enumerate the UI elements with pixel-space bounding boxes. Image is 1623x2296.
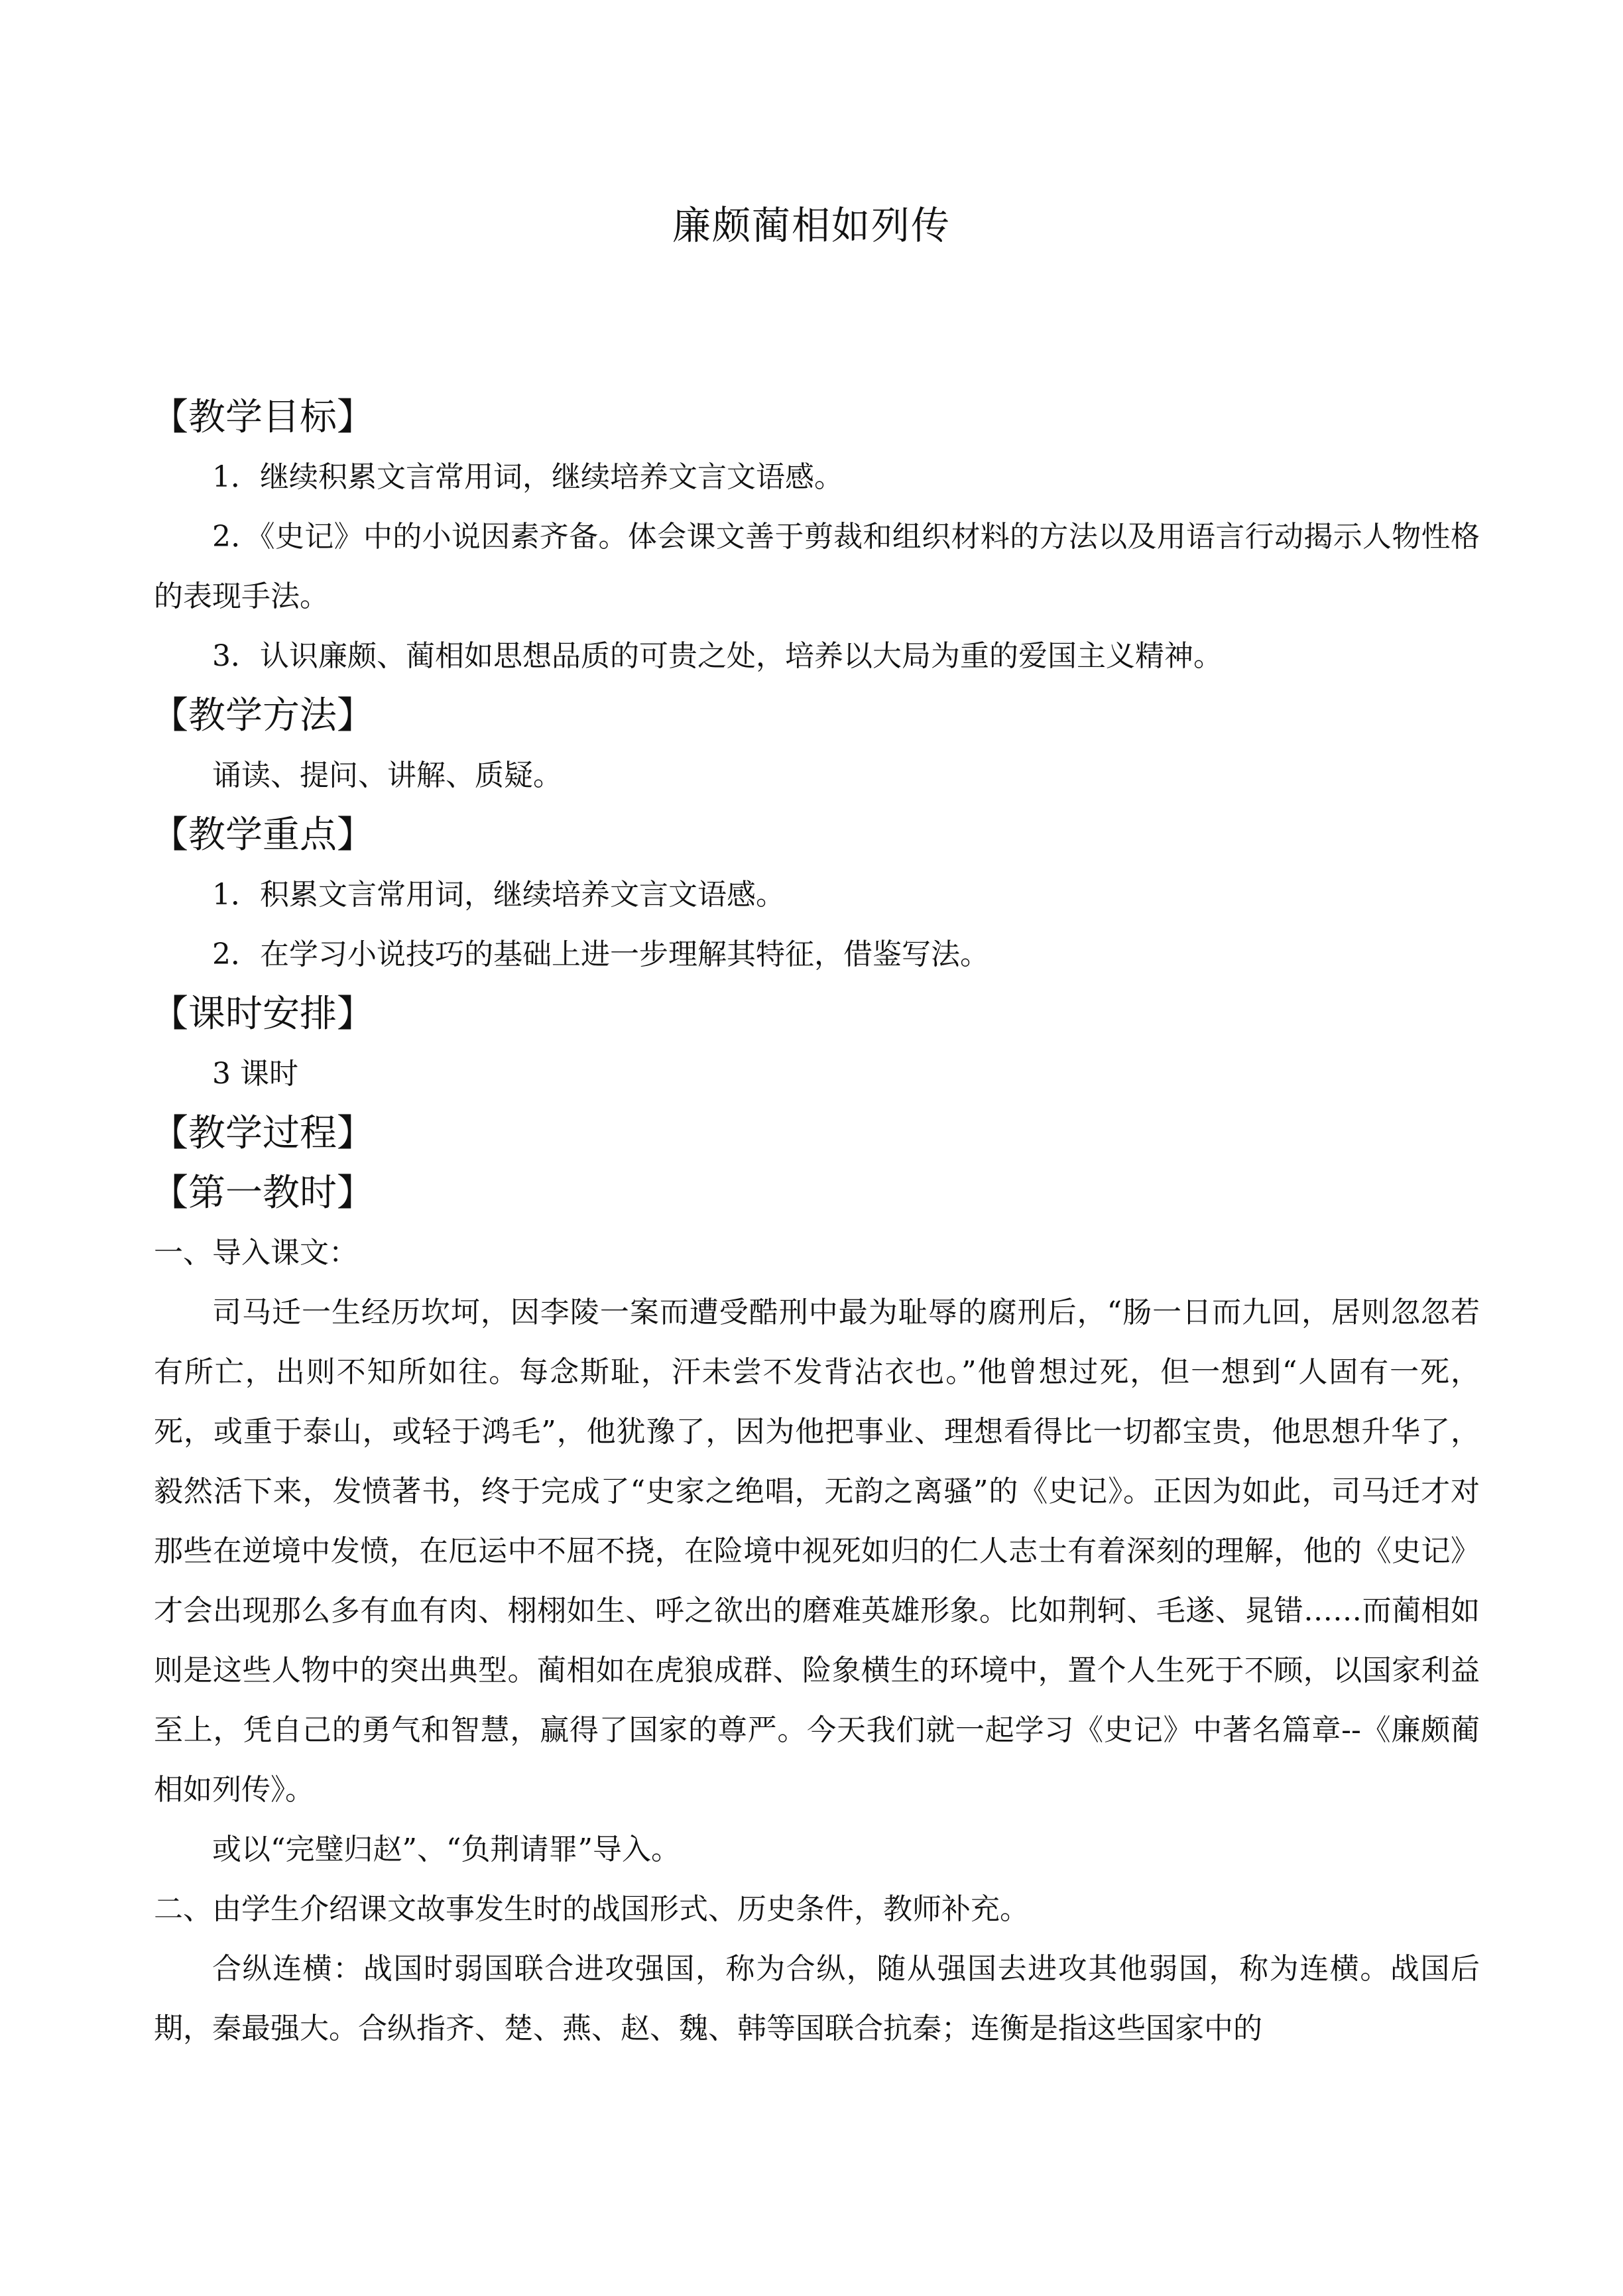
step-title: 一、导入课文： [154,1236,358,1270]
context-paragraph: 合纵连横：战国时弱国联合进攻强国，称为合纵，随从强国去进攻其他弱国，称为连横。战国后期，秦最强大。合纵指齐、楚、燕、赵、魏、韩等国联合抗秦；连衡是指这些国家中的 [154,1952,1480,2045]
schedule-text: 3 课时 [212,1057,298,1091]
focus-item: 1．积累文言常用词，继续培养文言文语感。 [212,878,785,912]
step-title: 二、由学生介绍课文故事发生时的战国形式、历史条件，教师补充。 [154,1892,1029,1926]
focus-item: 2．在学习小说技巧的基础上进一步理解其特征，借鉴写法。 [212,937,989,971]
goal-item: 3．认识廉颇、蔺相如思想品质的可贵之处，培养以大局为重的爱国主义精神。 [212,639,1223,673]
goal-item: 2．《史记》中的小说因素齐备。体会课文善于剪裁和组织材料的方法以及用语言行动揭示人物性格的表现手法。 [154,520,1480,613]
methods-text: 诵读、提问、讲解、质疑。 [212,758,562,792]
goal-item: 1．继续积累文言常用词，继续培养文言文语感。 [212,460,843,494]
section-heading-goals: 【教学目标】 [151,396,374,439]
section-heading-focus: 【教学重点】 [151,814,374,857]
section-heading-schedule: 【课时安排】 [151,993,374,1036]
section-heading-lesson1: 【第一教时】 [151,1172,374,1215]
intro-paragraph: 司马迁一生经历坎坷，因李陵一案而遭受酷刑中最为耻辱的腐刑后，“肠一日而九回，居则忽忽若有所亡，出则不知所如往。每念斯耻，汗未尝不发背沾衣也。”他曾想过死，但一想到“人固有一死，死，或重于泰山，或轻于鸿毛”，他犹豫了，因为他把事业、理想看得比一切都宝贵，他思想升华了，毅然活下来，发愤著书，终于完成了“史家之绝唱，无韵之离骚”的《史记》。正因为如此，司马迁才对那些在逆境中发愤，在厄运中不屈不挠，在险境中视死如归的仁人志士有着深刻的理解，他的《史记》才会出现那么多有血有肉、栩栩如生、呼之欲出的磨难英雄形象。比如荆轲、毛遂、晁错……而蔺相如则是这些人物中的突出典型。蔺相如在虎狼成群、险象横生的环境中，置个人生死于不顾，以国家利益至上，凭自己的勇气和智慧，赢得了国家的尊严。今天我们就一起学习《史记》中著名篇章--《廉颇蔺相如列传》。 [154,1296,1480,1807]
document-body [151,388,1480,2059]
intro-alternative: 或以“完璧归赵”、“负荆请罪”导入。 [212,1833,680,1866]
section-heading-methods: 【教学方法】 [151,694,374,737]
document-title: 廉颇蔺相如列传 [672,203,951,248]
section-heading-process: 【教学过程】 [151,1112,374,1155]
